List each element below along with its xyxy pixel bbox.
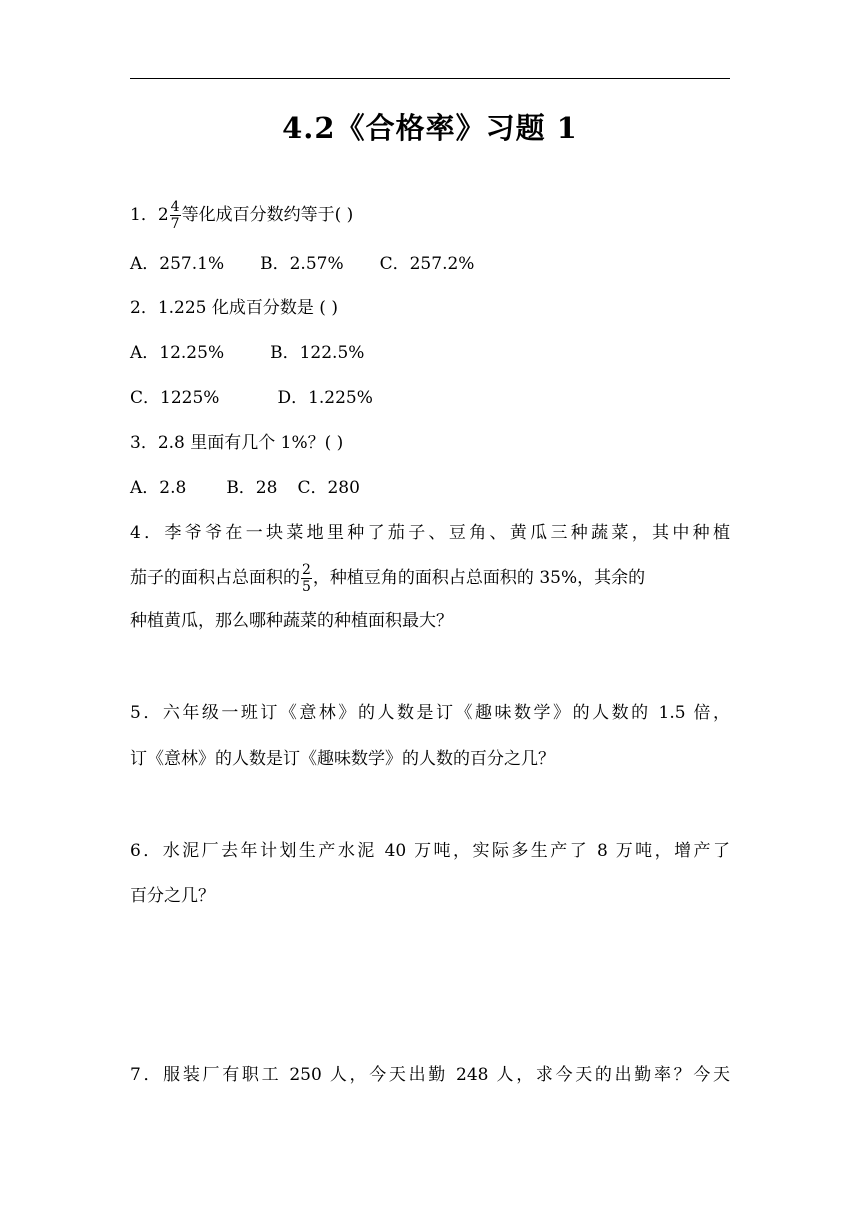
question-5-line-2: 订《意林》的人数是订《趣味数学》的人数的百分之几？ <box>130 749 555 769</box>
question-3: 3．2.8 里面有几个 1%？( ) <box>130 433 344 453</box>
q1-option-c: C．257.2% <box>379 254 475 274</box>
q3-option-c: C．280 <box>297 478 360 498</box>
q1-number: 1． <box>130 205 158 225</box>
q2-option-c: C．1225% <box>130 388 220 408</box>
q1-option-a: A．257.1% <box>130 254 225 274</box>
q4-line2-pre: 茄子的面积占总面积的 <box>130 568 300 588</box>
question-5-line-1: 5．六年级一班订《意林》的人数是订《趣味数学》的人数的 1.5 倍， <box>130 703 730 723</box>
question-4-line-1: 4．李爷爷在一块菜地里种了茄子、豆角、黄瓜三种蔬菜，其中种植 <box>130 523 730 543</box>
question-2: 2．1.225 化成百分数是 ( ) <box>130 298 338 318</box>
header-rule <box>130 78 730 79</box>
q1-fraction <box>170 199 181 232</box>
question-4-line-3: 种植黄瓜，那么哪种蔬菜的种植面积最大？ <box>130 611 453 631</box>
q3-option-a: A．2.8 <box>130 478 187 498</box>
q2-option-d: D．1.225% <box>277 388 373 408</box>
q1-option-b: B．2.57% <box>260 254 344 274</box>
q1-text: 等化成百分数约等于( ) <box>181 205 354 225</box>
q3-option-b: B．28 <box>226 478 278 498</box>
q2-option-a: A．12.25% <box>130 343 225 363</box>
q2-options-row-2 <box>130 386 730 410</box>
question-6-line-2: 百分之几？ <box>130 886 215 906</box>
q4-frac-denominator: 5 <box>302 579 311 595</box>
question-4-line-2 <box>130 562 730 595</box>
q4-line2-post: ，种植豆角的面积占总面积的 35%，其余的 <box>312 568 646 588</box>
page-title: 4.2《合格率》习题 1 <box>282 111 578 145</box>
q2-options-row-1 <box>130 341 730 365</box>
q4-fraction <box>301 562 312 595</box>
q2-option-b: B．122.5% <box>270 343 365 363</box>
question-1 <box>130 199 730 232</box>
q1-frac-denominator: 7 <box>170 216 180 232</box>
question-6-line-1: 6．水泥厂去年计划生产水泥 40 万吨，实际多生产了 8 万吨，增产了 <box>130 841 730 861</box>
q3-options <box>130 476 730 500</box>
q1-frac-numerator: 4 <box>170 199 180 215</box>
q1-options <box>130 252 730 276</box>
q4-frac-numerator: 2 <box>302 562 311 578</box>
q1-whole: 2 <box>157 205 169 225</box>
question-7-line-1: 7．服装厂有职工 250 人，今天出勤 248 人，求今天的出勤率？今天 <box>130 1065 730 1085</box>
